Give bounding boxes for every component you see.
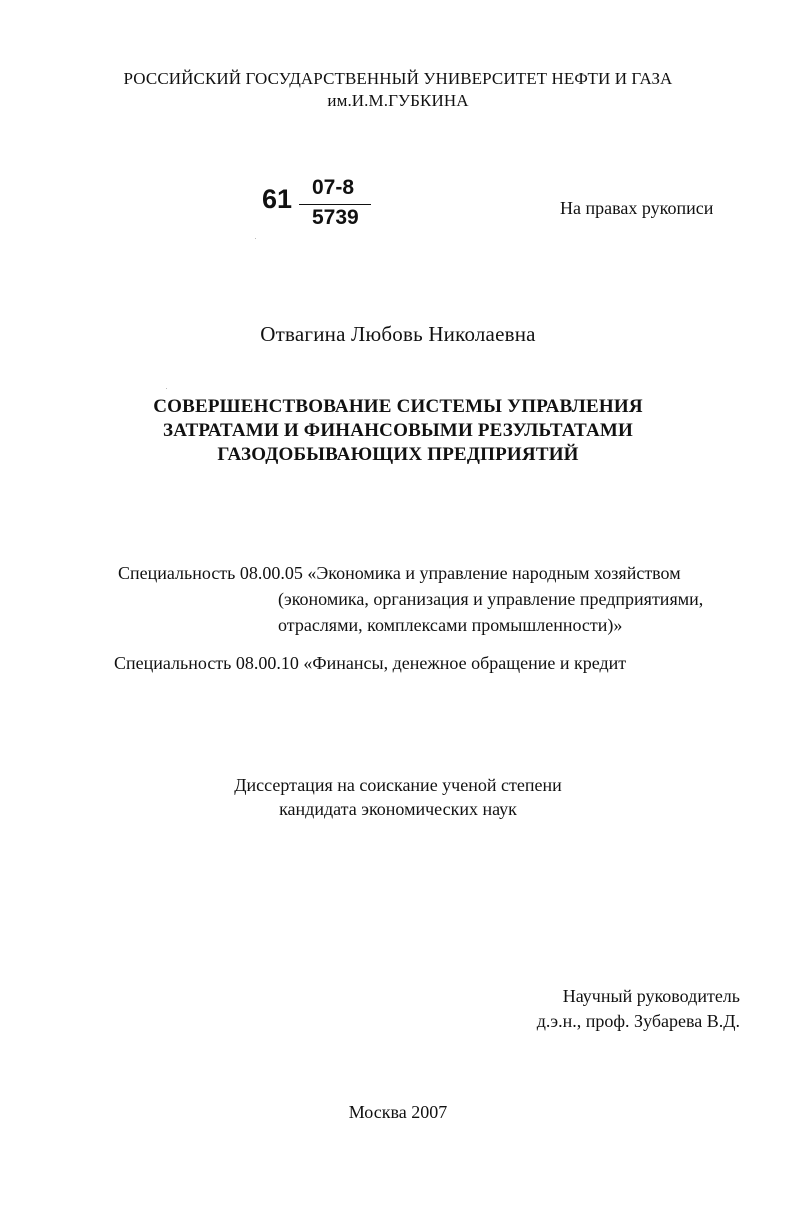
title-line1: СОВЕРШЕНСТВОВАНИЕ СИСТЕМЫ УПРАВЛЕНИЯ <box>153 396 643 417</box>
specialty-1-line2: (экономика, организация и управление предприятиями, <box>278 589 704 609</box>
specialty-1-line1: Специальность 08.00.05 «Экономика и управление народным хозяйством <box>118 563 681 583</box>
university-name <box>0 68 796 112</box>
scan-speck <box>255 238 256 239</box>
university-name-line2: им.И.М.ГУБКИНА <box>327 91 469 110</box>
title-line3: ГАЗОДОБЫВАЮЩИХ ПРЕДПРИЯТИЙ <box>217 444 579 465</box>
library-code-prefix: 61 <box>262 184 293 214</box>
library-code <box>262 176 382 240</box>
degree-statement <box>0 773 796 821</box>
degree-statement-line1: Диссертация на соискание ученой степени <box>234 775 562 795</box>
scan-speck <box>166 388 167 389</box>
advisor-role: Научный руководитель <box>562 986 740 1006</box>
library-code-denominator: 5739 <box>312 206 359 229</box>
title-line2: ЗАТРАТАМИ И ФИНАНСОВЫМИ РЕЗУЛЬТАТАМИ <box>162 420 634 441</box>
scientific-advisor <box>440 984 740 1034</box>
library-code-numerator: 07-8 <box>312 176 355 199</box>
library-code-fraction-line <box>299 204 371 205</box>
manuscript-rights-note: На правах рукописи <box>560 198 714 218</box>
dissertation-title <box>0 395 796 467</box>
degree-statement-line2: кандидата экономических наук <box>279 799 517 819</box>
specialty-1-line3: отраслями, комплексами промышленности)» <box>278 615 623 635</box>
specialty-1 <box>118 560 778 638</box>
university-name-line1: РОССИЙСКИЙ ГОСУДАРСТВЕННЫЙ УНИВЕРСИТЕТ НЕФТИ И ГАЗА <box>123 69 673 88</box>
author-name: Отвагина Любовь Николаевна <box>260 322 536 346</box>
specialty-2: Специальность 08.00.10 «Финансы, денежное обращение и кредит <box>114 653 627 673</box>
city-year: Москва 2007 <box>348 1102 448 1122</box>
advisor-name: д.э.н., проф. Зубарева В.Д. <box>536 1011 740 1031</box>
